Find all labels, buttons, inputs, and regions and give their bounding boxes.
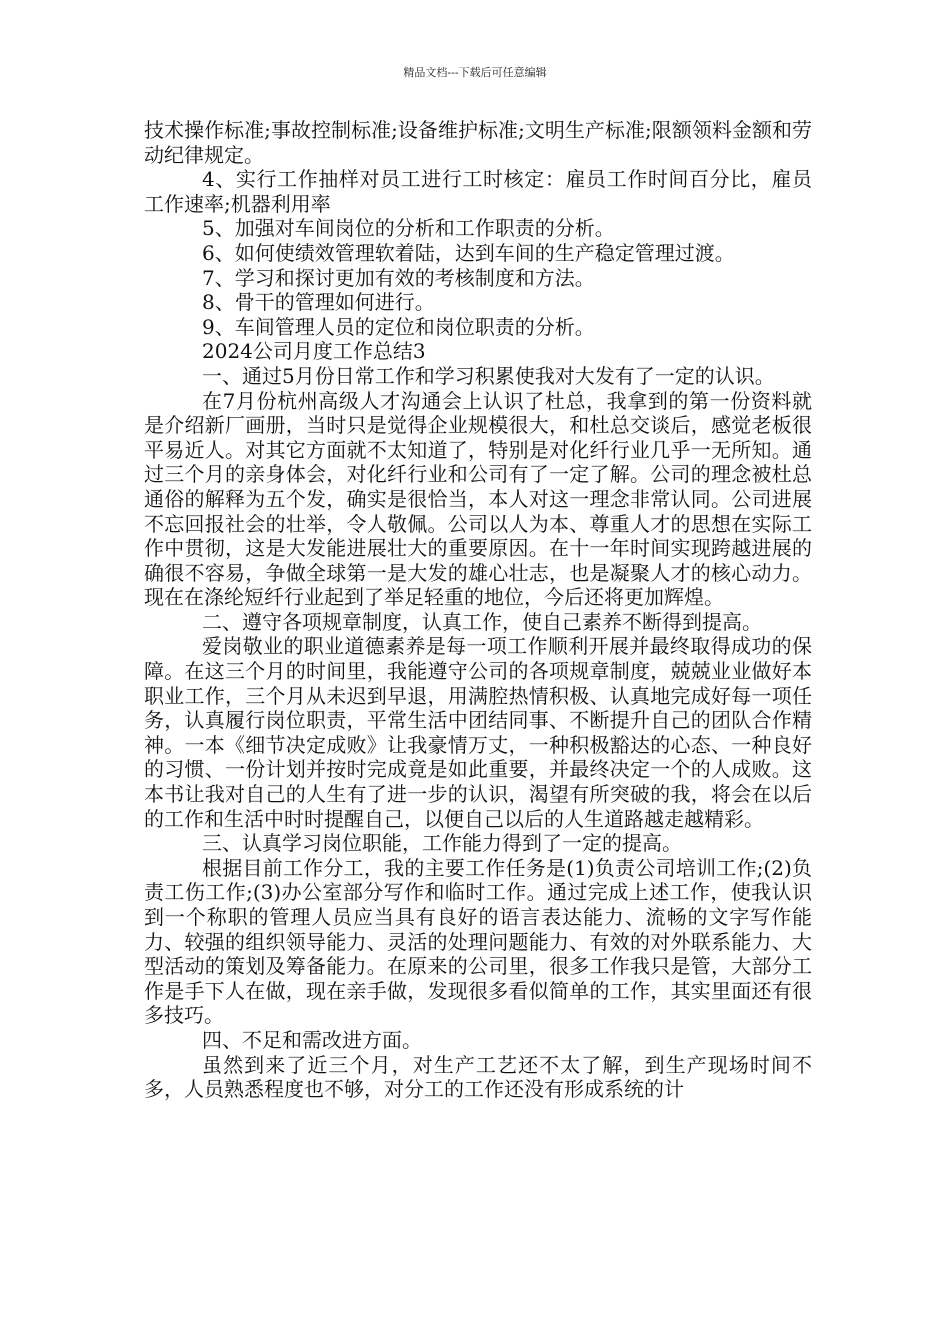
paragraph-item-6: 6、如何使绩效管理软着陆，达到车间的生产稳定管理过渡。 (202, 240, 735, 265)
paragraph-item-7: 7、学习和探讨更加有效的考核制度和方法。 (202, 265, 595, 290)
paragraph-job-duties: 根据目前工作分工，我的主要工作任务是(1)负责公司培训工作;(2)负责工伤工作;(3)办公室部分写作和临时工作。通过完成上述工作，使我认识到一个称职的管理人员应当具有良好的语言表达能力、流畅的文字写作能力、较强的组织领导能力、灵活的处理问题能力、有效的对外联系能力、大型活动的策划及筹备能力。在原来的公司里，很多工作我只是管，大部分工作是手下人在做，现在亲手做，发现很多看似简单的工作，其实里面还有很多技巧。 (144, 855, 812, 1028)
heading-one: 一、通过5月份日常工作和学习积累使我对大发有了一定的认识。 (202, 363, 775, 388)
heading-two: 二、遵守各项规章制度，认真工作，使自己素养不断得到提高。 (202, 609, 762, 634)
paragraph-standards: 技术操作标准;事故控制标准;设备维护标准;文明生产标准;限额领料金额和劳动纪律规定。 (144, 118, 812, 167)
paragraph-item-4: 4、实行工作抽样对员工进行工时核定：雇员工作时间百分比，雇员工作速率;机器利用率 (144, 167, 812, 216)
paragraph-company-understanding: 在7月份杭州高级人才沟通会上认识了杜总，我拿到的第一份资料就是介绍新厂画册，当时只是觉得企业规模很大，和杜总交谈后，感觉老板很平易近人。对其它方面就不太知道了，特别是对化纤行业几乎一无所知。通过三个月的亲身体会，对化纤行业和公司有了一定了解。公司的理念被杜总通俗的解释为五个发，确实是很恰当，本人对这一理念非常认同。公司进展不忘回报社会的壮举，令人敬佩。公司以人为本、尊重人才的思想在实际工作中贯彻，这是大发能进展壮大的重要原因。在十一年时间实现跨越进展的确很不容易，争做全球第一是大发的雄心壮志，也是凝聚人才的核心动力。现在在涤纶短纤行业起到了举足轻重的地位，今后还将更加辉煌。 (144, 388, 812, 610)
page-header: 精品文档---下载后可任意编辑 (403, 66, 547, 79)
section-title: 2024公司月度工作总结3 (202, 339, 426, 364)
paragraph-item-8: 8、骨干的管理如何进行。 (202, 290, 435, 315)
paragraph-work-ethic: 爱岗敬业的职业道德素养是每一项工作顺利开展并最终取得成功的保障。在这三个月的时间里，我能遵守公司的各项规章制度，兢兢业业做好本职业工作，三个月从未迟到早退，用满腔热情积极、认真地完成好每一项任务，认真履行岗位职责，平常生活中团结同事、不断提升自己的团队合作精神。一本《细节决定成败》让我豪情万丈，一种积极豁达的心态、一种良好的习惯、一份计划并按时完成竟是如此重要，并最终决定一个的人成败。这本书让我对自己的人生有了进一步的认识，渴望有所突破的我，将会在以后的工作和生活中时时提醒自己，以便自己以后的人生道路越走越精彩。 (144, 634, 812, 831)
paragraph-item-9: 9、车间管理人员的定位和岗位职责的分析。 (202, 314, 595, 339)
heading-three: 三、认真学习岗位职能，工作能力得到了一定的提高。 (202, 831, 682, 856)
paragraph-item-5: 5、加强对车间岗位的分析和工作职责的分析。 (202, 216, 615, 241)
paragraph-shortcomings: 虽然到来了近三个月，对生产工艺还不太了解，到生产现场时间不多，人员熟悉程度也不够，对分工的工作还没有形成系统的计 (144, 1052, 812, 1102)
heading-four: 四、不足和需改进方面。 (202, 1027, 422, 1052)
document-body (144, 118, 812, 1102)
